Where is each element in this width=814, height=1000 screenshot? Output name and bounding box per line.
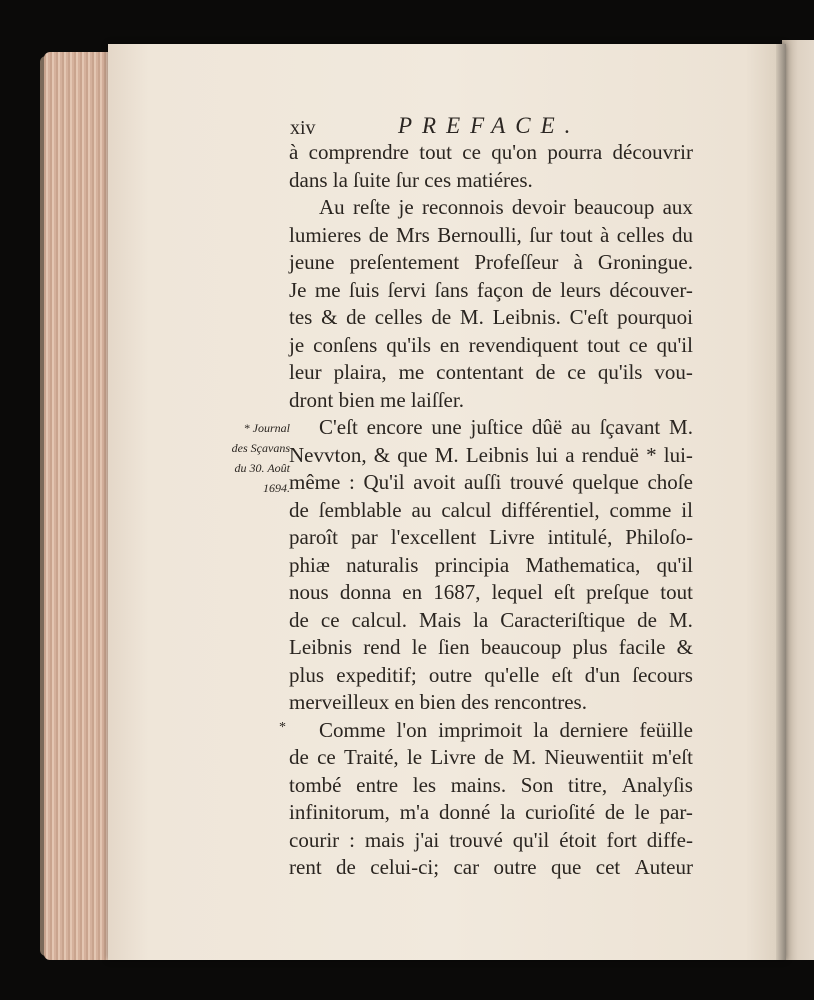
text-line: nous donna en 1687, lequel eſt preſque tout [289,580,693,604]
text-line: Nevvton, & que M. Leibnis lui a renduë * lui- [289,442,693,467]
text-line: tes & de celles de M. Leibnis. C'eſt pourquoi [289,305,693,329]
text-line: de ce Traité, le Livre de M. Nieuwentiit m'eſt [289,745,693,769]
page-number: xiv [290,117,316,139]
text-line: jeune preſentement Profeſſeur à Groningue. [289,250,693,274]
text-line: merveilleux en bien des rencontres. [289,690,587,714]
margin-note-line: * Journal [243,421,290,435]
text-line: lumieres de Mrs Bernoulli, ſur tout à celles du [289,222,693,247]
text-line: dans la ſuite ſur ces matiéres. [289,167,533,192]
text-line: de ſemblable au calcul différentiel, comme il [289,497,693,522]
body-text [289,139,693,882]
text-line: infinitorum, m'a donné la curioſité de le par- [289,800,693,824]
text-line: Comme l'on imprimoit la derniere feüille [319,717,693,742]
text-line: paroît par l'excellent Livre intitulé, Philoſo- [289,525,693,549]
text-line: leur plaira, me contentant de ce qu'ils vou- [289,360,693,384]
text-line: dront bien me laiſſer. [289,387,464,412]
margin-asterisk: * [279,720,286,735]
margin-note-line: des Sçavans [231,441,290,455]
text-line: plus expeditif; outre qu'elle eſt d'un ſecours [289,662,693,687]
text-line: rent de celui-ci; car outre que cet Auteur [289,855,693,879]
margin-note-line: du 30. Août [234,461,290,475]
running-title: PREFACE. [398,113,581,138]
page-gutter [776,44,786,960]
margin-note-line: 1694. [263,481,290,495]
text-line: de ce calcul. Mais la Caracteriſtique de M. [289,607,693,632]
text-line: je conſens qu'ils en revendiquent tout ce qu'il [289,332,693,357]
text-line: Au reſte je reconnois devoir beaucoup aux [319,195,693,219]
text-line: à comprendre tout ce qu'on pourra découvrir [289,140,693,164]
text-line: tombé entre les mains. Son titre, Analyſis [289,772,693,797]
text-line: phiæ naturalis principia Mathematica, qu'il [289,552,693,577]
text-line: C'eſt encore une juſtice dûë au ſçavant M. [319,415,693,439]
margin-note [220,418,290,498]
facing-page-edge [782,40,814,960]
text-line: même : Qu'il avoit auſſi trouvé quelque choſe [289,470,693,494]
text-line: Je me ſuis ſervi ſans façon de leurs découver- [289,277,693,302]
text-line: Leibnis rend le ſien beaucoup plus facile & [289,635,693,659]
text-line: courir : mais j'ai trouvé qu'il étoit fort diffe- [289,827,693,852]
